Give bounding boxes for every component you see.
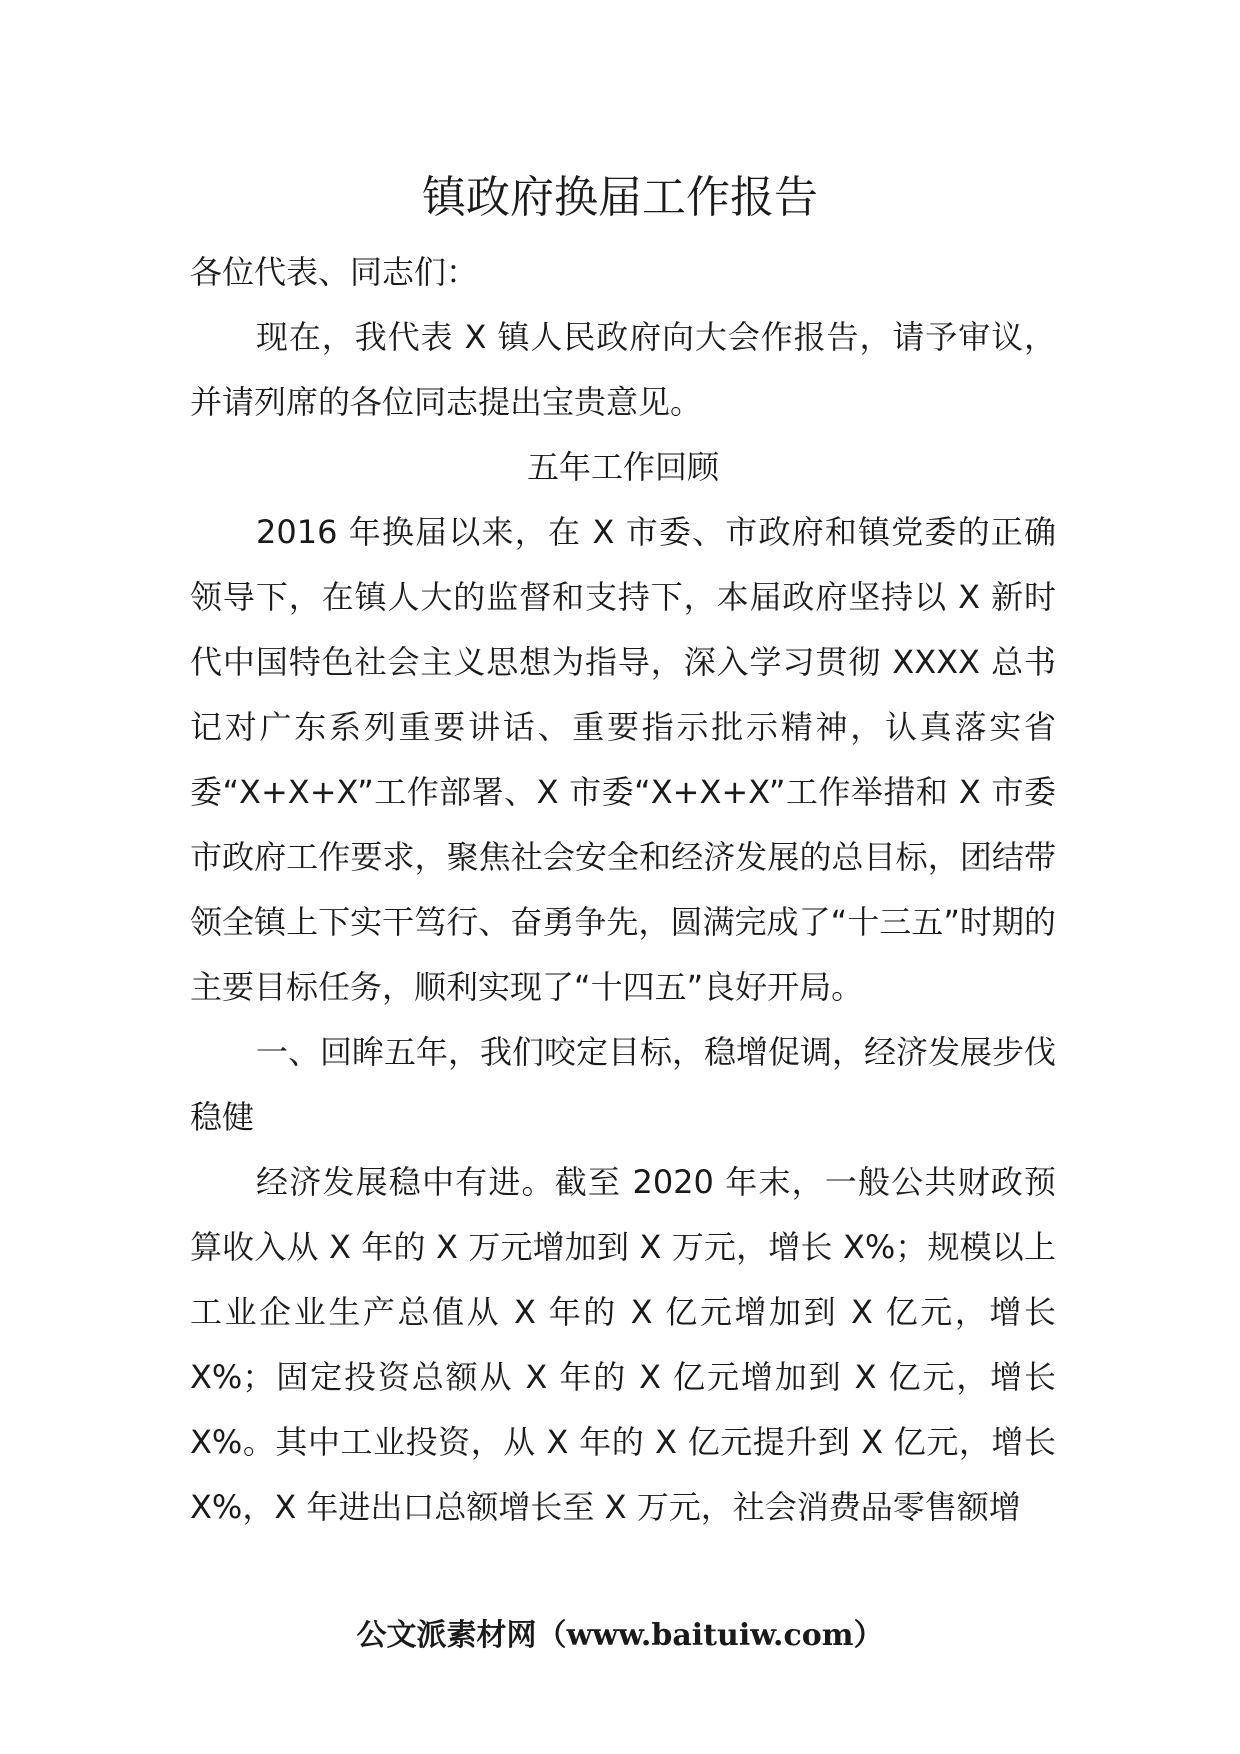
document-title: 镇政府换届工作报告 xyxy=(422,172,818,223)
review-paragraph: 2016 年换届以来，在 X 市委、市政府和镇党委的正确领导下，在镇人大的监督和支持下，本届政府坚持以 X 新时代中国特色社会主义思想为指导，深入学习贯彻 XXXX 总书记对广东系列重要讲话、重要指示批示精神，认真落实省委“X+X+X”工作部署、X 市委“X+X+X”工作举措和 X 市委市政府工作要求，聚焦社会安全和经济发展的总目标，团结带领全镇上下实干笃行、奋勇争先，圆满完成了“十三五”时期的主要目标任务，顺利实现了“十四五”良好开局。 xyxy=(190,513,1056,1006)
footer-watermark: 公文派素材网（www.baituiw.com） xyxy=(356,1618,884,1653)
section-heading: 五年工作回顾 xyxy=(526,448,719,486)
subsection-heading: 一、回眸五年，我们咬定目标，稳增促调，经济发展步伐稳健 xyxy=(190,1033,1057,1136)
intro-paragraph: 现在，我代表 X 镇人民政府向大会作报告，请予审议，并请列席的各位同志提出宝贵意见。 xyxy=(190,318,1056,421)
salutation: 各位代表、同志们： xyxy=(190,253,479,291)
document-body xyxy=(190,240,1056,1540)
economy-paragraph: 经济发展稳中有进。截至 2020 年末，一般公共财政预算收入从 X 年的 X 万元增加到 X 万元，增长 X%；规模以上工业企业生产总值从 X 年的 X 亿元增加到 X 亿元，增长 X%；固定投资总额从 X 年的 X 亿元增加到 X 亿元，增长 X%。其中工业投资，从 X 年的 X 亿元提升到 X 亿元，增长 X%，X 年进出口总额增长至 X 万元，社会消费品零售额增 xyxy=(190,1163,1056,1526)
